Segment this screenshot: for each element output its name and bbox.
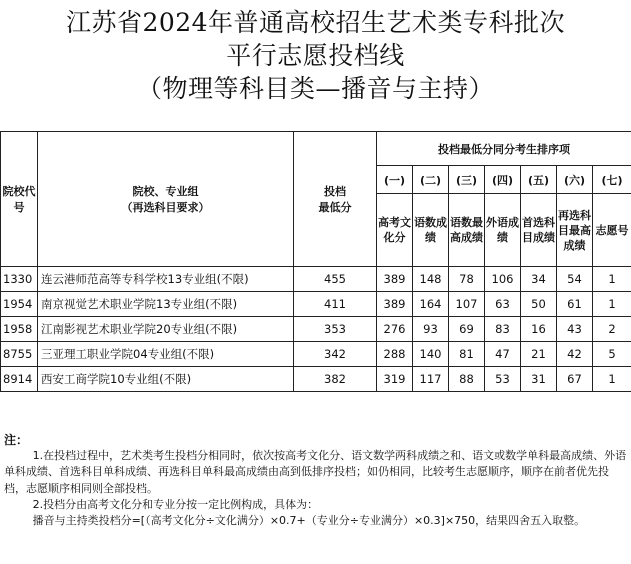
table-row	[1, 367, 631, 392]
cell-code: 1330	[1, 267, 38, 292]
table-row	[1, 292, 631, 317]
title-line-2: 平行志愿投档线	[226, 41, 405, 70]
cell-score: 411	[294, 292, 377, 317]
header-label-6: 再选科目最高成绩	[557, 194, 593, 267]
notes-section	[4, 432, 628, 529]
cell-t6: 43	[557, 317, 593, 342]
cell-t1: 288	[377, 342, 413, 367]
cell-score: 342	[294, 342, 377, 367]
cell-t6: 61	[557, 292, 593, 317]
header-num-7: (七)	[593, 166, 631, 194]
cell-t1: 389	[377, 292, 413, 317]
cell-score: 382	[294, 367, 377, 392]
cell-t2: 140	[413, 342, 449, 367]
cell-t2: 148	[413, 267, 449, 292]
score-table	[0, 131, 631, 392]
header-label-4: 外语成绩	[485, 194, 521, 267]
cell-t7: 1	[593, 292, 631, 317]
header-label-5: 首选科目成绩	[521, 194, 557, 267]
cell-name: 三亚理工职业学院04专业组(不限)	[38, 342, 294, 367]
cell-name: 南京视觉艺术职业学院13专业组(不限)	[38, 292, 294, 317]
header-label-1: 高考文化分	[377, 194, 413, 267]
cell-t4: 83	[485, 317, 521, 342]
cell-t3: 81	[449, 342, 485, 367]
cell-t1: 276	[377, 317, 413, 342]
cell-t2: 164	[413, 292, 449, 317]
cell-t7: 5	[593, 342, 631, 367]
header-num-1: (一)	[377, 166, 413, 194]
header-label-3: 语数最高成绩	[449, 194, 485, 267]
cell-t5: 34	[521, 267, 557, 292]
cell-t5: 50	[521, 292, 557, 317]
header-label-7: 志愿号	[593, 194, 631, 267]
title-line-3: （物理等科目类—播音与主持）	[136, 74, 494, 103]
cell-t3: 88	[449, 367, 485, 392]
cell-t4: 53	[485, 367, 521, 392]
cell-t3: 69	[449, 317, 485, 342]
title-line-1: 江苏省2024年普通高校招生艺术类专科批次	[65, 8, 566, 37]
cell-t7: 1	[593, 367, 631, 392]
header-label-2: 语数成绩	[413, 194, 449, 267]
cell-t2: 117	[413, 367, 449, 392]
cell-t5: 21	[521, 342, 557, 367]
cell-t3: 78	[449, 267, 485, 292]
notes-heading: 注：	[4, 433, 29, 447]
table-row	[1, 267, 631, 292]
cell-t7: 1	[593, 267, 631, 292]
table-row	[1, 342, 631, 367]
cell-t5: 31	[521, 367, 557, 392]
cell-t6: 42	[557, 342, 593, 367]
cell-t1: 319	[377, 367, 413, 392]
header-tiebreak: 投档最低分同分考生排序项	[377, 132, 631, 166]
note-1: 1.在投档过程中，艺术类考生投档分相同时，依次按高考文化分、语文数学两科成绩之和、语文或数学单科最高成绩、外语单科成绩、首选科目单科成绩、再选科目单科最高成绩由高到低排序投档；如仍相同，比较考生志愿顺序，顺序在前者优先投档，志愿顺序相同则全部投档。	[4, 449, 627, 495]
cell-name: 江南影视艺术职业学院20专业组(不限)	[38, 317, 294, 342]
cell-t6: 54	[557, 267, 593, 292]
header-num-6: (六)	[557, 166, 593, 194]
note-2: 2.投档分由高考文化分和专业分按一定比例构成，具体为：	[32, 497, 319, 511]
cell-t3: 107	[449, 292, 485, 317]
cell-t5: 16	[521, 317, 557, 342]
header-num-5: (五)	[521, 166, 557, 194]
header-num-2: (二)	[413, 166, 449, 194]
cell-t4: 63	[485, 292, 521, 317]
header-num-4: (四)	[485, 166, 521, 194]
table-row	[1, 317, 631, 342]
cell-score: 455	[294, 267, 377, 292]
cell-t6: 67	[557, 367, 593, 392]
cell-t4: 106	[485, 267, 521, 292]
score-table-container	[0, 131, 631, 392]
cell-code: 8914	[1, 367, 38, 392]
header-score: 投档 最低分	[294, 132, 377, 267]
header-num-3: (三)	[449, 166, 485, 194]
cell-name: 连云港师范高等专科学校13专业组(不限)	[38, 267, 294, 292]
header-code: 院校代号	[1, 132, 38, 267]
cell-score: 353	[294, 317, 377, 342]
document-title	[0, 6, 631, 105]
cell-t4: 47	[485, 342, 521, 367]
cell-name: 西安工商学院10专业组(不限)	[38, 367, 294, 392]
note-3: 播音与主持类投档分=[（高考文化分÷文化满分）×0.7+（专业分÷专业满分）×0.3]×750，结果四舍五入取整。	[32, 514, 586, 528]
cell-t1: 389	[377, 267, 413, 292]
header-name: 院校、专业组 （再选科目要求）	[38, 132, 294, 267]
cell-t2: 93	[413, 317, 449, 342]
cell-code: 1954	[1, 292, 38, 317]
cell-code: 1958	[1, 317, 38, 342]
cell-t7: 2	[593, 317, 631, 342]
cell-code: 8755	[1, 342, 38, 367]
